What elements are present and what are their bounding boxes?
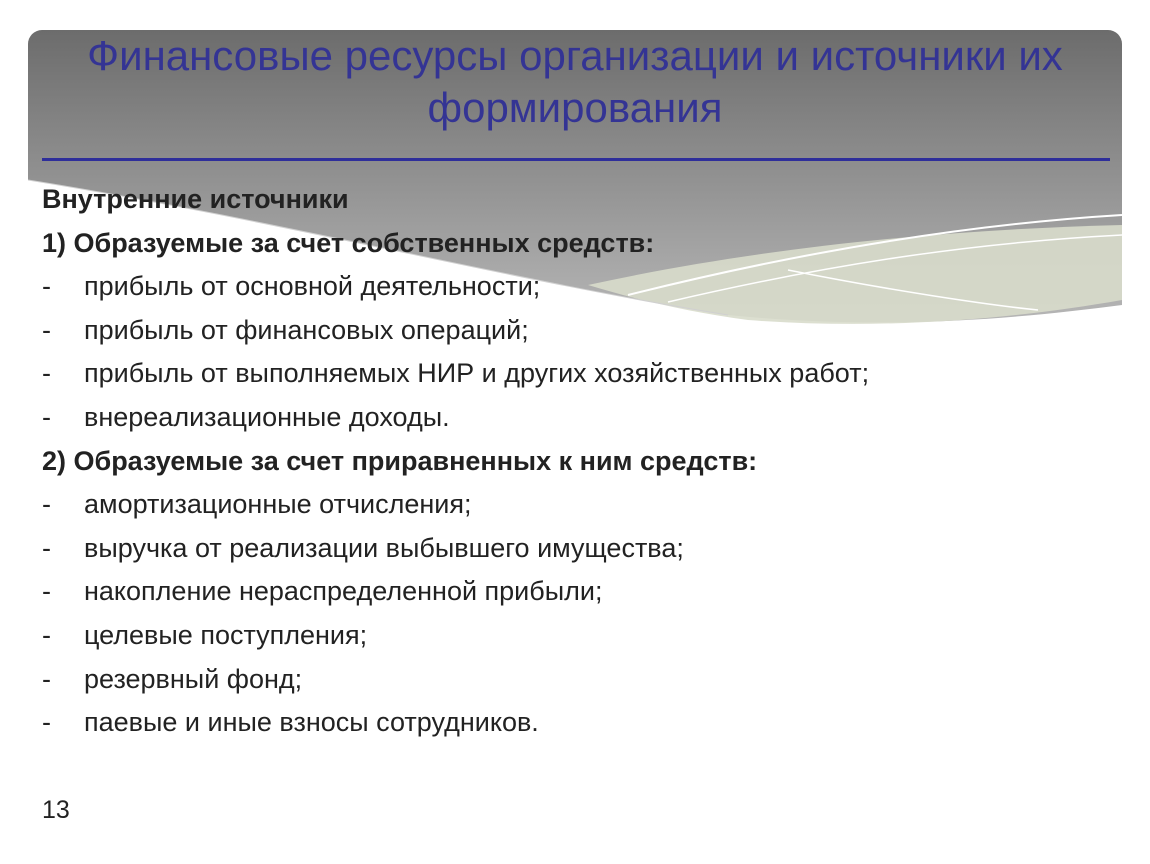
list-item (42, 309, 1122, 353)
title-underline (42, 158, 1110, 161)
list-item (42, 352, 1122, 396)
bullet-dash: - (42, 532, 51, 563)
slide-content (42, 178, 1122, 745)
page-number: 13 (42, 796, 70, 824)
list-item (42, 570, 1122, 614)
list-item-text: прибыль от выполняемых НИР и других хозяйственных работ; (84, 358, 870, 389)
slide-title: Финансовые ресурсы организации и источники их формирования (87, 32, 1063, 131)
bullet-dash: - (42, 271, 51, 302)
list-item-text: внереализационные доходы. (84, 401, 450, 432)
bullet-dash: - (42, 707, 51, 738)
list-item-text: паевые и иные взносы сотрудников. (84, 707, 539, 738)
bullet-dash: - (42, 619, 51, 650)
bullet-dash: - (42, 489, 51, 520)
list-item-text: резервный фонд; (84, 663, 303, 694)
group-heading-2: 2) Образуемые за счет приравненных к ним средств: (42, 445, 758, 476)
list-item (42, 396, 1122, 440)
group-heading-1: 1) Образуемые за счет собственных средств: (42, 227, 655, 258)
list-item-text: прибыль от основной деятельности; (84, 271, 541, 302)
bullet-dash: - (42, 576, 51, 607)
list-item-text: амортизационные отчисления; (84, 489, 472, 520)
list-item-text: прибыль от финансовых операций; (84, 314, 529, 345)
bullet-dash: - (42, 401, 51, 432)
bullet-dash: - (42, 314, 51, 345)
list-item (42, 701, 1122, 745)
list-item (42, 658, 1122, 702)
section-heading: Внутренние источники (42, 184, 349, 214)
bullet-dash: - (42, 663, 51, 694)
list-item (42, 527, 1122, 571)
list-item (42, 265, 1122, 309)
list-item-text: накопление нераспределенной прибыли; (84, 576, 603, 607)
list-item (42, 614, 1122, 658)
list-item-text: выручка от реализации выбывшего имущества; (84, 532, 684, 563)
list-item (42, 483, 1122, 527)
bullet-dash: - (42, 358, 51, 389)
list-item-text: целевые поступления; (84, 619, 368, 650)
